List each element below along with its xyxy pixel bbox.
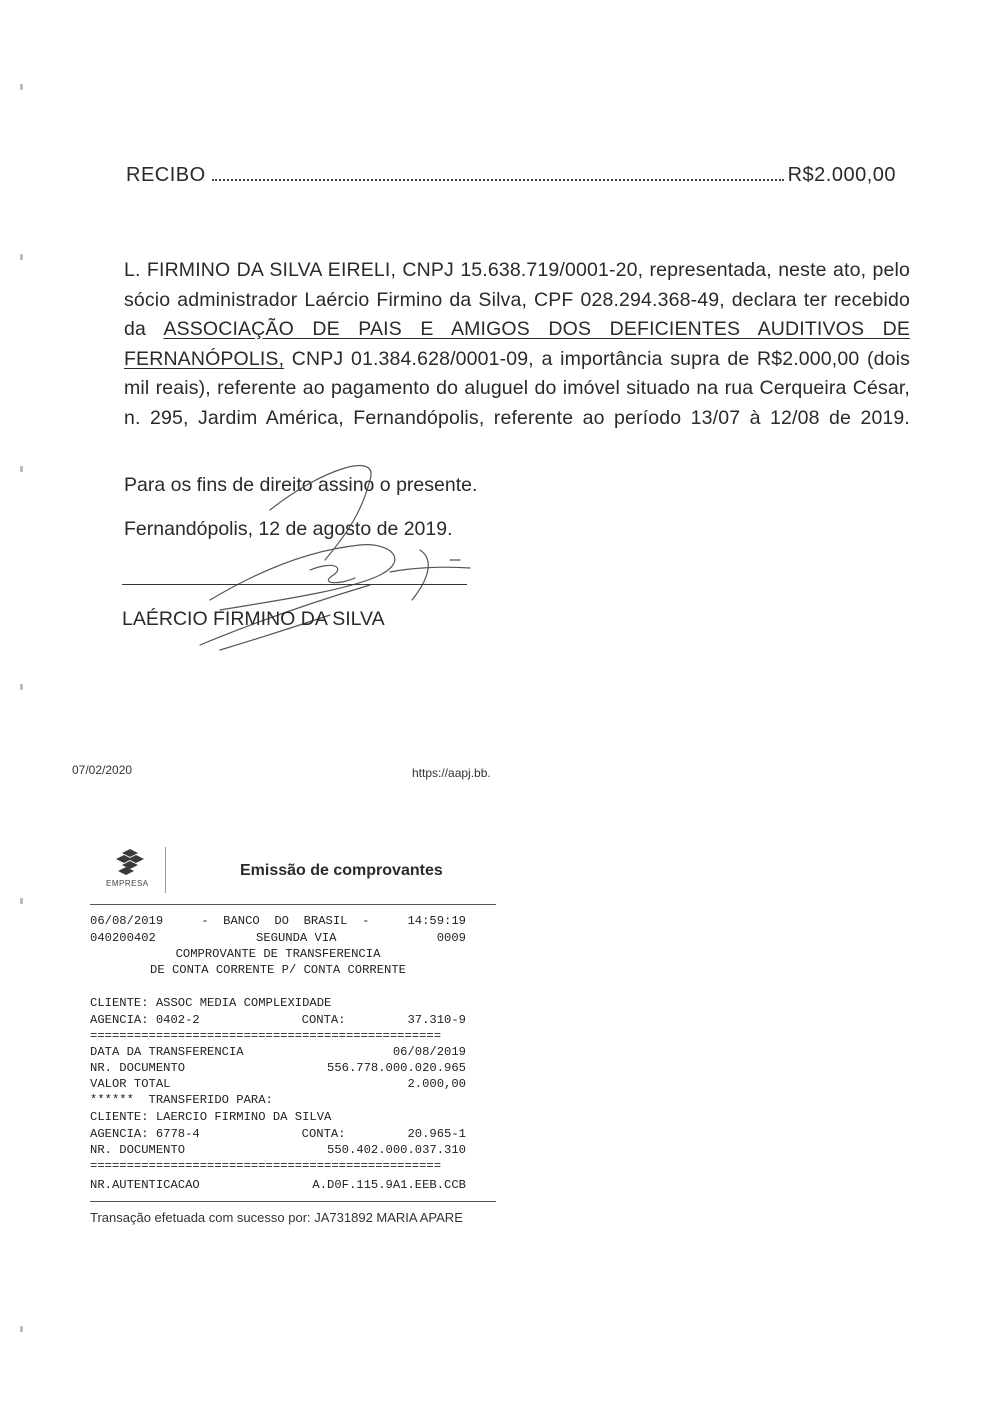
total-label: VALOR TOTAL — [90, 1077, 171, 1091]
terminal-code: 040200402 — [90, 931, 156, 945]
client-name: CLIENTE: ASSOC MEDIA COMPLEXIDADE — [90, 996, 332, 1010]
document-label: NR. DOCUMENTO — [90, 1061, 186, 1075]
dest-account-value: 20.965-1 — [407, 1127, 466, 1141]
bank-name: - BANCO DO BRASIL - — [201, 914, 370, 928]
dest-document-label: NR. DOCUMENTO — [90, 1143, 186, 1157]
receipt-amount: R$2.000,00 — [787, 164, 896, 186]
signature-line — [122, 584, 467, 585]
dest-document-row — [90, 1142, 466, 1158]
agency: AGENCIA: 0402-2 — [90, 1013, 200, 1027]
scan-speck — [20, 1326, 23, 1332]
account-label: CONTA: — [301, 1013, 346, 1027]
signer-name: LAÉRCIO FIRMINO DA SILVA — [122, 608, 385, 630]
scan-speck — [20, 84, 23, 90]
auth-row — [90, 1177, 466, 1193]
bank-logo-block — [90, 847, 166, 893]
transaction-time: 14:59:19 — [407, 914, 466, 928]
separator-2: ================================================ — [90, 1159, 442, 1173]
body-part-2: CNPJ 01.384.628/0001-09, a importância supra de R$2.000,00 (dois mil reais), referente ao pagamento do aluguel do imóvel situado na rua Cerqueira César, n. 295, Jardim América, Fernandópolis, referente ao período 13/07 à 12/08 de 2019. — [124, 347, 910, 429]
scan-speck — [20, 466, 23, 472]
voucher-line-1 — [90, 913, 466, 929]
receipt-title: RECIBO — [126, 164, 206, 186]
transfer-date-value: 06/08/2019 — [392, 1045, 466, 1059]
scan-speck — [20, 898, 23, 904]
auth-value: A.D0F.115.9A1.EEB.CCB — [312, 1178, 466, 1192]
auth-label: NR.AUTENTICACAO — [90, 1178, 200, 1192]
closing-statement: Para os fins de direito assino o presente. — [124, 474, 478, 496]
dest-agency-row — [90, 1126, 466, 1142]
transaction-date: 06/08/2019 — [90, 914, 164, 928]
voucher-heading-1: COMPROVANTE DE TRANSFERENCIA — [175, 947, 381, 961]
dest-agency: AGENCIA: 6778-4 — [90, 1127, 200, 1141]
voucher-title: Emissão de comprovantes — [240, 862, 443, 879]
receipt-title-line — [126, 164, 896, 187]
transfer-date-label: DATA DA TRANSFERENCIA — [90, 1045, 244, 1059]
transferred-to-row — [90, 1092, 466, 1108]
scan-speck — [20, 254, 23, 260]
client-row — [90, 995, 466, 1011]
agency-row — [90, 1012, 466, 1028]
brand-label: EMPRESA — [106, 879, 149, 888]
separator-1: ================================================ — [90, 1029, 442, 1043]
total-value: 2.000,00 — [407, 1077, 466, 1091]
dotted-leader — [212, 178, 784, 181]
transferred-to-label: ****** TRANSFERIDO PARA: — [90, 1093, 273, 1107]
receipt-body — [124, 256, 910, 433]
payer-name: ASSOCIAÇÃO DE PAIS E AMIGOS DOS DEFICIENTES AUDITIVOS DE FERNANÓPOLIS, — [124, 318, 910, 370]
dest-client-row — [90, 1109, 466, 1125]
copy-label: SEGUNDA VIA — [256, 931, 337, 945]
place-date: Fernandópolis, 12 de agosto de 2019. — [124, 518, 453, 540]
account-value: 37.310-9 — [407, 1013, 466, 1027]
print-date: 07/02/2020 — [72, 763, 133, 777]
total-row — [90, 1076, 466, 1092]
dest-document-value: 550.402.000.037.310 — [327, 1143, 466, 1157]
body-part-1: L. FIRMINO DA SILVA EIRELI, CNPJ 15.638.719/0001-20, representada, neste ato, pelo sócio administrador Laércio Firmino da Silva, CPF 028.294.368-49, declara ter recebido da — [124, 259, 910, 340]
dest-account-label: CONTA: — [301, 1127, 346, 1141]
document-value: 556.778.000.020.965 — [327, 1061, 466, 1075]
transfer-date-row — [90, 1044, 466, 1060]
dest-client-name: CLIENTE: LAERCIO FIRMINO DA SILVA — [90, 1110, 332, 1124]
document-row — [90, 1060, 466, 1076]
voucher-heading-2: DE CONTA CORRENTE P/ CONTA CORRENTE — [150, 963, 406, 977]
bb-logo-icon — [110, 849, 150, 879]
scan-speck — [20, 684, 23, 690]
sequence-number: 0009 — [436, 931, 466, 945]
print-url: https://aapj.bb. — [412, 766, 491, 780]
voucher-top-rule — [90, 904, 496, 905]
voucher-bottom-rule — [90, 1201, 496, 1202]
voucher-line-2 — [90, 930, 466, 946]
voucher-footer: Transação efetuada com sucesso por: JA731892 MARIA APARE — [90, 1210, 463, 1225]
